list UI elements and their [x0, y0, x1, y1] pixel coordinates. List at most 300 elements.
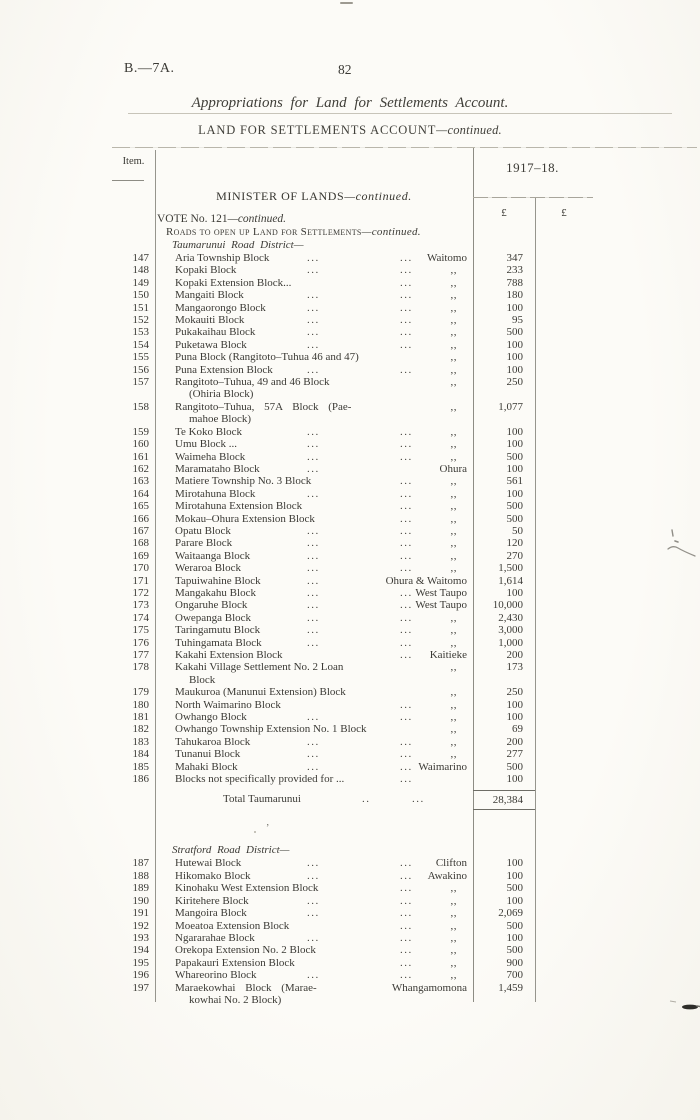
item-number: 188 — [132, 869, 149, 882]
pound-sign-left: £ — [501, 207, 507, 219]
item-number: 163 — [132, 475, 149, 488]
ditto-mark: ,, — [450, 562, 457, 575]
item-number: 167 — [132, 524, 149, 537]
leader-dots: ... — [400, 919, 413, 932]
block-name: Orekopa Extension No. 2 Block — [175, 944, 316, 957]
ditto-mark: ,, — [450, 487, 457, 500]
ditto-mark: ,, — [450, 338, 457, 351]
amount-secondary — [535, 957, 697, 969]
block-name: Puna Block (Rangitoto–Tuhua 46 and 47) — [175, 351, 359, 364]
amount-secondary — [535, 550, 697, 562]
item-number: 182 — [132, 723, 149, 736]
leader-dots: ... — [400, 869, 413, 882]
roads-heading-continued: —continued. — [361, 226, 421, 238]
amount: 788 — [506, 276, 523, 289]
ditto-mark: ,, — [450, 524, 457, 537]
block-name: Mokau–Ohura Extension Block — [175, 512, 315, 525]
amount: 500 — [506, 500, 523, 513]
leader-dots: ... — [400, 624, 413, 637]
block-description — [155, 277, 473, 289]
leader-dots: ... — [307, 586, 320, 599]
total-label: Total Taumarunui — [223, 793, 301, 806]
block-name: Maramataho Block — [175, 462, 260, 475]
leader-dots: ... — [412, 793, 425, 806]
block-description — [155, 488, 473, 500]
leader-dots: ... — [400, 882, 413, 895]
ditto-mark: ,, — [450, 748, 457, 761]
block-name: Opatu Block — [175, 524, 231, 537]
block-name: Kinohaku West Extension Block — [175, 882, 319, 895]
table-row — [112, 351, 697, 363]
block-description — [155, 599, 473, 611]
leader-dots: ... — [400, 773, 413, 786]
leader-dots: ... — [400, 907, 413, 920]
item-number: 148 — [132, 264, 149, 277]
block-name: Umu Block ... — [175, 438, 238, 451]
block-description — [155, 376, 473, 401]
table-row — [112, 637, 697, 649]
leader-dots: ... — [307, 624, 320, 637]
block-name: Waitaanga Block — [175, 549, 251, 562]
table-row — [112, 537, 697, 549]
block-description — [155, 686, 473, 698]
block-description — [155, 920, 473, 932]
block-description — [155, 475, 473, 487]
amount-secondary — [535, 475, 697, 487]
item-number: 179 — [132, 686, 149, 699]
amount-secondary — [535, 314, 697, 326]
leader-dots: ... — [307, 711, 320, 724]
block-name-continued: Block — [189, 673, 216, 686]
amount-secondary — [535, 773, 697, 785]
amount: 500 — [506, 919, 523, 932]
item-number: 153 — [132, 326, 149, 339]
amount: 100 — [506, 301, 523, 314]
item-number: 180 — [132, 698, 149, 711]
leader-dots: ... — [307, 599, 320, 612]
amount-secondary — [535, 711, 697, 723]
amount: 100 — [506, 773, 523, 786]
block-name: Matiere Township No. 3 Block — [175, 475, 312, 488]
block-name: Weraroa Block — [175, 562, 241, 575]
block-name: Te Koko Block — [175, 425, 243, 438]
table-row — [112, 761, 697, 773]
table-row — [112, 513, 697, 525]
roads-heading-text: Roads to open up Land for Settlements — [166, 226, 362, 238]
item-number: 184 — [132, 748, 149, 761]
block-name: Waimeha Block — [175, 450, 246, 463]
table-row — [112, 438, 697, 450]
leader-dots: ... — [400, 289, 413, 302]
item-number: 168 — [132, 537, 149, 550]
leader-dots: ... — [307, 562, 320, 575]
leader-dots: ... — [307, 487, 320, 500]
ditto-mark: ,, — [450, 956, 457, 969]
amount: 200 — [506, 735, 523, 748]
table-top-rule — [112, 147, 697, 148]
block-description — [155, 575, 473, 587]
block-name: Maukuroa (Manunui Extension) Block — [175, 686, 346, 699]
amount: 3,000 — [498, 624, 523, 637]
amount: 100 — [506, 338, 523, 351]
block-name: Rangitoto–Tuhua, 49 and 46 Block — [175, 376, 330, 389]
leader-dots: ... — [400, 524, 413, 537]
block-name-continued: mahoe Block) — [189, 413, 252, 426]
amount: 1,000 — [498, 636, 523, 649]
leader-dots: ... — [307, 326, 320, 339]
ditto-mark: ,, — [450, 500, 457, 513]
block-name: Mangakahu Block — [175, 586, 256, 599]
amount: 100 — [506, 586, 523, 599]
county-name: Clifton — [435, 857, 467, 870]
page-number: 82 — [338, 62, 352, 77]
item-number: 175 — [132, 624, 149, 637]
ditto-mark: ,, — [450, 512, 457, 525]
item-number: 173 — [132, 599, 149, 612]
ditto-mark: ,, — [450, 549, 457, 562]
leader-dots: ... — [400, 438, 413, 451]
block-name-continued: kowhai No. 2 Block) — [189, 993, 282, 1006]
table-row — [112, 562, 697, 574]
leader-dots: ... — [307, 748, 320, 761]
amount: 250 — [506, 376, 523, 389]
leader-dots: ... — [400, 698, 413, 711]
table-row — [112, 451, 697, 463]
item-number: 161 — [132, 450, 149, 463]
amount-secondary — [535, 562, 697, 574]
amount-secondary — [535, 870, 697, 882]
amount-secondary — [535, 401, 697, 426]
block-name: Owepanga Block — [175, 611, 252, 624]
block-description — [155, 401, 473, 426]
leader-dots: ... — [307, 314, 320, 327]
table-row — [112, 550, 697, 562]
block-description — [155, 736, 473, 748]
table-row — [112, 525, 697, 537]
leader-dots: ... — [307, 252, 320, 264]
amount-secondary — [535, 637, 697, 649]
block-name: Puna Extension Block — [175, 363, 273, 376]
block-name: Tuhingamata Block — [175, 636, 262, 649]
table-row — [112, 575, 697, 587]
leader-dots: ... — [400, 314, 413, 327]
title-rule — [128, 113, 672, 114]
amount: 270 — [506, 549, 523, 562]
table-row — [112, 599, 697, 611]
block-description — [155, 587, 473, 599]
item-number: 154 — [132, 338, 149, 351]
block-name: Mokauiti Block — [175, 314, 245, 327]
leader-dots: ... — [400, 711, 413, 724]
amount: 1,500 — [498, 562, 523, 575]
amount-secondary — [535, 857, 697, 869]
leader-dots: ... — [400, 549, 413, 562]
leader-dots: ... — [400, 500, 413, 513]
amount: 200 — [506, 649, 523, 661]
block-description — [155, 723, 473, 735]
total-amount: 28,384 — [473, 790, 535, 810]
table-row — [112, 649, 697, 661]
ditto-mark: ,, — [450, 907, 457, 920]
amount: 1,459 — [498, 981, 523, 994]
block-description — [155, 326, 473, 338]
block-name: Mahaki Block — [175, 760, 238, 773]
amount-secondary — [535, 513, 697, 525]
leader-dots: ... — [400, 363, 413, 376]
leader-dots: ... — [307, 438, 320, 451]
table-row — [112, 376, 697, 401]
block-description — [155, 957, 473, 969]
amount-secondary — [535, 289, 697, 301]
item-number: 186 — [132, 773, 149, 786]
block-description — [155, 761, 473, 773]
table-row — [112, 500, 697, 512]
amount: 500 — [506, 512, 523, 525]
block-description — [155, 525, 473, 537]
county-name: Kaitieke — [429, 649, 467, 661]
leader-dots: ... — [307, 462, 320, 475]
amount-secondary — [535, 364, 697, 376]
table-row — [112, 944, 697, 956]
amount: 277 — [506, 748, 523, 761]
district-heading: Taumarunui Road District— — [172, 239, 304, 251]
block-description — [155, 537, 473, 549]
ditto-mark: ,, — [450, 919, 457, 932]
ditto-mark: ,, — [450, 376, 457, 389]
ditto-mark: ,, — [450, 314, 457, 327]
item-number: 162 — [132, 462, 149, 475]
table-row — [112, 302, 697, 314]
amount-secondary — [535, 277, 697, 289]
block-description — [155, 550, 473, 562]
amount: 1,614 — [498, 574, 523, 587]
ditto-mark: ,, — [450, 276, 457, 289]
amount: 100 — [506, 931, 523, 944]
amount-secondary — [535, 624, 697, 636]
amount: 250 — [506, 686, 523, 699]
ditto-mark: ,, — [450, 363, 457, 376]
ditto-mark: ,, — [450, 944, 457, 957]
table-row — [112, 882, 697, 894]
item-number: 181 — [132, 711, 149, 724]
amount: 10,000 — [492, 599, 523, 612]
ditto-mark: ,, — [450, 969, 457, 982]
amount-secondary — [535, 488, 697, 500]
block-description — [155, 562, 473, 574]
block-description — [155, 364, 473, 376]
block-name: Hutewai Block — [175, 857, 242, 870]
block-name: Puketawa Block — [175, 338, 247, 351]
amount: 95 — [512, 314, 523, 327]
block-description — [155, 426, 473, 438]
table-row — [112, 711, 697, 723]
block-description — [155, 463, 473, 475]
item-number: 155 — [132, 351, 149, 364]
amount-secondary — [535, 252, 697, 264]
amount-secondary — [535, 882, 697, 894]
ditto-mark: ,, — [450, 450, 457, 463]
block-name: Blocks not specifically provided for ... — [175, 773, 345, 786]
leader-dots: ... — [307, 301, 320, 314]
ditto-mark: ,, — [450, 400, 457, 413]
leader-dots: ... — [400, 649, 413, 661]
block-description — [155, 773, 473, 785]
amount: 500 — [506, 882, 523, 895]
block-name: Mirotahuna Block — [175, 487, 256, 500]
amount: 100 — [506, 425, 523, 438]
table-row — [112, 686, 697, 698]
leader-dots: ... — [307, 894, 320, 907]
ditto-mark: ,, — [450, 475, 457, 488]
leader-dots: ... — [400, 636, 413, 649]
amount: 100 — [506, 487, 523, 500]
amount: 120 — [506, 537, 523, 550]
block-name: Mangaorongo Block — [175, 301, 266, 314]
leader-dots: ... — [307, 611, 320, 624]
item-number: 192 — [132, 919, 149, 932]
amount: 500 — [506, 326, 523, 339]
leader-dots: ... — [307, 537, 320, 550]
table-row — [112, 314, 697, 326]
block-name: North Waimarino Block — [175, 698, 281, 711]
district-total-row — [112, 790, 697, 810]
leader-dots: ... — [400, 956, 413, 969]
district-heading: Stratford Road District— — [172, 844, 290, 857]
amount-secondary — [535, 982, 697, 1007]
block-name: Hikomako Block — [175, 869, 251, 882]
block-description — [155, 339, 473, 351]
leader-dots: ... — [400, 326, 413, 339]
block-description — [155, 252, 473, 264]
table-row — [112, 932, 697, 944]
amount-secondary — [535, 537, 697, 549]
leader-dots: ... — [307, 969, 320, 982]
item-number: 196 — [132, 969, 149, 982]
block-description — [155, 264, 473, 276]
block-name: Mangaiti Block — [175, 289, 244, 302]
block-name: Rangitoto–Tuhua, 57A Block (Pae- — [175, 400, 352, 413]
block-description — [155, 870, 473, 882]
amount: 347 — [506, 252, 523, 264]
leader-dots: ... — [400, 748, 413, 761]
amount: 233 — [506, 264, 523, 277]
leader-dots: .. — [362, 793, 371, 806]
item-number: 151 — [132, 301, 149, 314]
leader-dots: ... — [307, 524, 320, 537]
amount: 69 — [512, 723, 523, 736]
table-row — [112, 264, 697, 276]
block-name: Parare Block — [175, 537, 233, 550]
leader-dots: ... — [307, 574, 320, 587]
amount-secondary — [535, 451, 697, 463]
ditto-mark: ,, — [450, 698, 457, 711]
leader-dots: ... — [307, 907, 320, 920]
leader-dots: ... — [307, 363, 320, 376]
leader-dots: ... — [400, 512, 413, 525]
table-row — [112, 326, 697, 338]
amount: 100 — [506, 869, 523, 882]
leader-dots: ... — [400, 760, 413, 773]
block-name: Kiritehere Block — [175, 894, 249, 907]
ditto-mark: ,, — [450, 894, 457, 907]
amount: 100 — [506, 711, 523, 724]
item-header-underline — [112, 180, 144, 181]
item-number: 195 — [132, 956, 149, 969]
item-number: 158 — [132, 400, 149, 413]
roads-heading — [155, 226, 697, 239]
item-number: 169 — [132, 549, 149, 562]
amount: 180 — [506, 289, 523, 302]
item-number: 172 — [132, 586, 149, 599]
leader-dots: ... — [400, 301, 413, 314]
ditto-mark: ,, — [450, 326, 457, 339]
block-description — [155, 302, 473, 314]
table-row — [112, 488, 697, 500]
table-row — [112, 773, 697, 785]
block-description — [155, 649, 473, 661]
county-name: Whangamomona — [391, 981, 467, 994]
block-name: Aria Township Block — [175, 252, 270, 264]
leader-dots: ... — [307, 289, 320, 302]
amount-secondary — [535, 463, 697, 475]
block-description — [155, 451, 473, 463]
leader-dots: ... — [307, 857, 320, 870]
leader-dots: ... — [400, 338, 413, 351]
item-number: 164 — [132, 487, 149, 500]
item-number: 178 — [132, 661, 149, 674]
minister-heading-continued: —continued. — [344, 189, 412, 203]
ditto-mark: ,, — [450, 931, 457, 944]
amount: 561 — [506, 475, 523, 488]
leader-dots: ... — [400, 894, 413, 907]
amount-secondary — [535, 907, 697, 919]
amount-secondary — [535, 302, 697, 314]
item-number: 152 — [132, 314, 149, 327]
amount-secondary — [535, 790, 697, 810]
amount-secondary — [535, 339, 697, 351]
block-name: Pukakaihau Block — [175, 326, 256, 339]
table-row — [112, 857, 697, 869]
table-row — [112, 723, 697, 735]
item-number: 156 — [132, 363, 149, 376]
amount-secondary — [535, 438, 697, 450]
block-name: Owhango Block — [175, 711, 247, 724]
table-row — [112, 748, 697, 760]
subtitle-continued: —continued. — [436, 123, 502, 137]
block-description — [155, 500, 473, 512]
table-row — [112, 277, 697, 289]
block-name: Owhango Township Extension No. 1 Block — [175, 723, 367, 736]
document-reference: B.—7A. — [124, 61, 175, 76]
table-row — [112, 661, 697, 686]
item-number: 183 — [132, 735, 149, 748]
item-number: 170 — [132, 562, 149, 575]
block-description — [155, 907, 473, 919]
ditto-mark: ,, — [450, 301, 457, 314]
block-description — [155, 289, 473, 301]
block-name: Ongaruhe Block — [175, 599, 248, 612]
amount: 100 — [506, 857, 523, 870]
leader-dots: ... — [307, 549, 320, 562]
item-number: 194 — [132, 944, 149, 957]
leader-dots: ... — [400, 969, 413, 982]
leader-dots: ... — [307, 760, 320, 773]
block-description — [155, 969, 473, 981]
block-name: Tahukaroa Block — [175, 735, 251, 748]
item-number: 185 — [132, 760, 149, 773]
block-description — [155, 895, 473, 907]
ditto-mark: ,, — [450, 537, 457, 550]
